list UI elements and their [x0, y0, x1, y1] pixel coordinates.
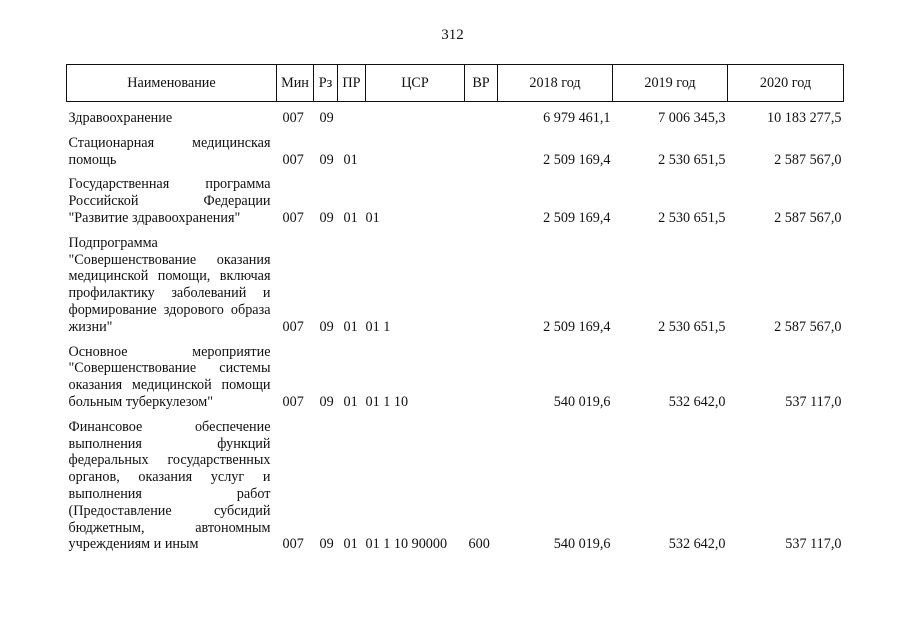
budget-table — [66, 64, 844, 553]
row-min: 007 — [282, 151, 304, 168]
row-pr: 01 — [343, 536, 358, 553]
row-2018: 6 979 461,1 — [543, 110, 611, 126]
row-vr — [465, 168, 498, 226]
row-rz: 09 — [319, 151, 334, 168]
header-vr: ВР — [465, 65, 498, 102]
table-row — [67, 127, 844, 169]
row-2019: 2 530 651,5 — [658, 209, 726, 226]
row-name: Стационарная медицинская помощь — [68, 134, 271, 168]
row-min: 007 — [282, 318, 304, 335]
row-rz: 09 — [319, 536, 334, 553]
row-rz: 09 — [319, 209, 334, 226]
table-row — [67, 411, 844, 553]
table-row — [67, 336, 844, 411]
row-2019: 2 530 651,5 — [658, 151, 726, 168]
header-2019: 2019 год — [613, 65, 728, 102]
row-pr: 01 — [343, 393, 358, 410]
page-number: 312 — [441, 27, 464, 43]
header-2020: 2020 год — [728, 65, 844, 102]
row-csr: 01 1 10 — [365, 393, 409, 410]
row-vr — [465, 102, 498, 127]
row-csr — [366, 127, 465, 169]
row-min: 007 — [282, 393, 304, 410]
row-vr: 600 — [468, 536, 490, 553]
row-2020: 2 587 567,0 — [774, 151, 842, 168]
row-2018: 540 019,6 — [553, 393, 611, 410]
row-2018: 2 509 169,4 — [543, 151, 611, 168]
row-vr — [465, 127, 498, 169]
row-2018: 540 019,6 — [553, 536, 611, 553]
row-2020: 2 587 567,0 — [774, 318, 842, 335]
row-min: 007 — [282, 209, 304, 226]
row-vr — [465, 227, 498, 336]
row-2019: 532 642,0 — [668, 536, 726, 553]
table-row — [67, 227, 844, 336]
table-header-row — [67, 65, 844, 102]
row-name: Финансовое обеспечение выполнения функций федеральных государственных органов, оказания услуг и выполнения работ (Предоставление субсидий бюджетным, автономным учреждениям и иным — [68, 418, 271, 553]
header-pr: ПР — [338, 65, 366, 102]
header-rz: Рз — [314, 65, 338, 102]
row-2019: 7 006 345,3 — [658, 110, 726, 126]
row-rz: 09 — [319, 110, 334, 126]
table-row — [67, 102, 844, 127]
table-row — [67, 168, 844, 226]
row-2020: 2 587 567,0 — [774, 209, 842, 226]
row-name: Подпрограмма "Совершенствование оказания медицинской помощи, включая профилактику заболеваний и формирование здорового образа жизни" — [68, 234, 271, 335]
row-vr — [465, 336, 498, 411]
row-2020: 537 117,0 — [785, 393, 842, 410]
row-name: Основное мероприятие "Совершенствование системы оказания медицинской помощи больным туберкулезом" — [68, 343, 271, 410]
header-name: Наименование — [67, 65, 277, 102]
row-2020: 537 117,0 — [785, 536, 842, 553]
header-min: Мин — [277, 65, 314, 102]
header-csr: ЦСР — [366, 65, 465, 102]
row-name: Здравоохранение — [68, 110, 173, 126]
header-2018: 2018 год — [498, 65, 613, 102]
row-csr — [366, 102, 465, 127]
row-min: 007 — [282, 110, 304, 126]
row-name: Государственная программа Российской Федерации "Развитие здравоохранения" — [68, 176, 271, 226]
row-2018: 2 509 169,4 — [543, 318, 611, 335]
row-2019: 532 642,0 — [668, 393, 726, 410]
row-2019: 2 530 651,5 — [658, 318, 726, 335]
row-min: 007 — [282, 536, 304, 553]
row-rz: 09 — [319, 393, 334, 410]
row-csr: 01 1 — [365, 318, 391, 335]
row-2018: 2 509 169,4 — [543, 209, 611, 226]
row-pr: 01 — [343, 151, 358, 168]
row-pr — [338, 102, 366, 127]
row-pr: 01 — [343, 318, 358, 335]
row-2020: 10 183 277,5 — [767, 110, 842, 126]
row-rz: 09 — [319, 318, 334, 335]
row-csr: 01 1 10 90000 — [365, 536, 448, 553]
row-pr: 01 — [343, 209, 358, 226]
row-csr: 01 — [365, 209, 380, 226]
